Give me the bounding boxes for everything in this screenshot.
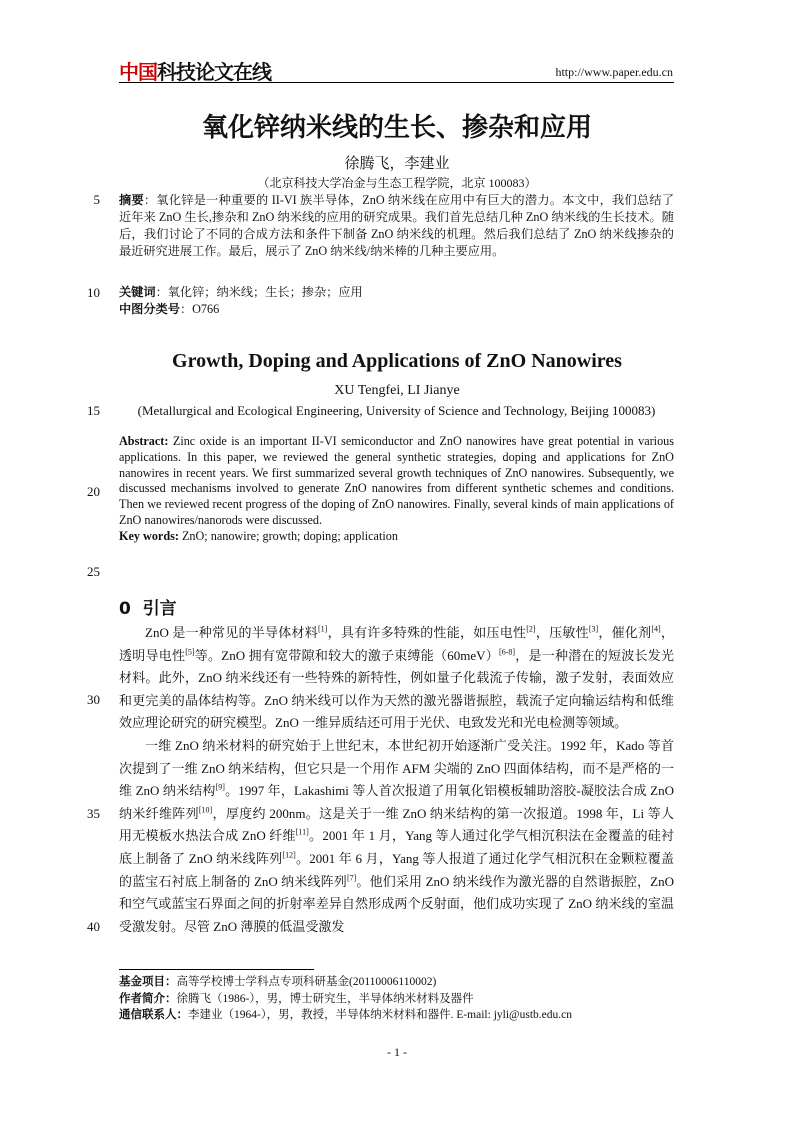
author-bio-label: 作者简介： xyxy=(119,990,177,1005)
citation[interactable]: [11] xyxy=(295,828,309,838)
line-number: 40 xyxy=(87,919,100,934)
authors-zh: 徐腾飞，李建业 xyxy=(344,156,450,172)
header-url[interactable]: http://www.paper.edu.cn xyxy=(555,65,673,79)
citation[interactable]: [3] xyxy=(588,624,599,634)
classification-zh xyxy=(119,301,674,318)
keywords-zh-text: ：氧化锌；纳米线；生长；掺杂；应用 xyxy=(155,285,363,299)
paragraph: ZnO 是一种常见的半导体材料[1]，具有许多特殊的性能，如压电性[2]，压敏性[3]，催化剂[4]，透明导电性[5]等。ZnO 拥有宽带隙和较大的激子束缚能（60meV）[6-8]，是一种潜在的短波长发光材料。此外，ZnO 纳米线还有一些特殊的新特性，例如量子化载流子传输，激子发射，表面效应和更完美的晶体结构等。ZnO 纳米线可以作为天然的激光器谐振腔，载流子定向输运结构和低维效应理论研究的研究模型。ZnO 一维异质结还可用于光伏、电致发光和光电检测等领域。 xyxy=(119,624,674,731)
citation[interactable]: [9] xyxy=(215,782,225,792)
abstract-zh-label: 摘要 xyxy=(119,193,144,207)
classification-zh-label: 中图分类号 xyxy=(119,302,180,316)
fund-text: 高等学校博士学科点专项科研基金(20110006110002) xyxy=(176,976,437,988)
abstract-en xyxy=(119,434,674,545)
citation[interactable]: [4] xyxy=(651,624,661,634)
paragraph: 一维 ZnO 纳米材料的研究始于上世纪末，本世纪初开始逐渐广受关注。1992 年，Kado 等首次提到了一维 ZnO 纳米结构，但它只是一个用作 AFM 尖端的 ZnO 四面体结构，而不是严格的一维 ZnO 纳米结构[9]。1997 年，Lakashimi 等人首次报道了用氧化铝模板辅助溶胶-凝胶法合成 ZnO 纳米纤维阵列[10]，厚度约 200nm。这是关于一维 ZnO 纳米结构的第一次报道。1998 年，Li 等人用无模板水热法合成 ZnO 纤维[11]。2001 年 1 月，Yang 等人通过化学气相沉积法在金覆盖的硅衬底上制备了 ZnO 纳米线阵列[12]。2001 年 6 月，Yang 等人报道了通过化学气相沉积在金颗粒覆盖的蓝宝石衬底上制备的 ZnO 纳米线阵列[7]。他们采用 ZnO 纳米线作为激光器的自然谐振腔，ZnO 和空气或蓝宝石界面之间的折射率差异自然形成两个反射面，他们成功实现了 ZnO 纳米线的室温受激发射。尽管 ZnO 薄膜的低温受激发 xyxy=(119,737,674,934)
section-heading xyxy=(119,594,177,619)
citation[interactable]: [1] xyxy=(318,624,328,634)
line-number: 10 xyxy=(87,285,100,300)
keywords-zh xyxy=(119,284,674,301)
affiliation-en: (Metallurgical and Ecological Engineering, University of Science and Technology, Beijing 100083) xyxy=(137,403,656,418)
citation[interactable]: [7] xyxy=(346,873,357,883)
classification-zh-text: ：O766 xyxy=(179,302,220,316)
citation[interactable]: [10] xyxy=(198,805,213,815)
author-bio-text: 徐腾飞（1986-），男，博士研究生，半导体纳米材料及器件 xyxy=(176,992,474,1005)
line-number: 20 xyxy=(87,484,100,499)
fund-label: 基金项目： xyxy=(119,974,177,988)
line-number: 5 xyxy=(93,192,100,207)
authors-en: XU Tengfei, LI Jianye xyxy=(334,383,460,398)
body-text xyxy=(119,622,674,938)
affiliation-zh: （北京科技大学冶金与生态工程学院，北京 100083） xyxy=(257,176,537,190)
abstract-zh xyxy=(119,192,674,260)
paper-title-en: Growth, Doping and Applications of ZnO Nanowires xyxy=(172,350,622,372)
line-number: 35 xyxy=(87,806,100,821)
contact-label: 通信联系人： xyxy=(119,1007,188,1021)
footnote-rule xyxy=(119,969,314,970)
citation[interactable]: [12] xyxy=(282,850,296,860)
citation[interactable]: [5] xyxy=(185,647,195,657)
abstract-zh-text: ：氧化锌是一种重要的 II-VI 族半导体，ZnO 纳米线在应用中有巨大的潜力。本文中，我们总结了近年来 ZnO 生长,掺杂和 ZnO 纳米线的应用的研究成果。我们首先总结几种 ZnO 纳米线的生长技术。随后，我们讨论了不同的合成方法和条件下制备 ZnO 纳米线的机理。然后我们总结了 ZnO 纳米线掺杂的最近研究进展工作。最后，展示了 ZnO 纳米线/纳米棒的几种主要应用。 xyxy=(119,193,675,258)
line-number: 25 xyxy=(87,564,100,579)
paper-title-zh: 氧化锌纳米线的生长、掺杂和应用 xyxy=(201,113,592,143)
citation[interactable]: [2] xyxy=(526,624,536,634)
abstract-en-label: Abstract: xyxy=(119,434,169,448)
contact-text: 李建业（1964-），男，教授，半导体纳米材料和器件. E-mail: jyli@ustb.edu.cn xyxy=(188,1009,572,1021)
header-rule xyxy=(119,82,674,83)
abstract-en-text: Zinc oxide is an important II-VI semiconductor and ZnO nanowires have great potential in various applications. In this paper, we reviewed the general synthetic strategies, doping and applications for ZnO nanowires in recent years. We first summarized several growth techniques of ZnO nanowires. Subsequently, we discussed mechanisms involved to generate ZnO nanowires from different synthetic schemes and conditions. Then we reviewed recent progress of the doping of ZnO nanowires. Finally, several kinds of main applications of ZnO nanowires/nanorods were discussed. xyxy=(119,434,674,527)
keywords-zh-label: 关键词 xyxy=(119,285,156,299)
page-number: - 1 - xyxy=(387,1045,407,1059)
citation[interactable]: [6-8] xyxy=(499,647,516,657)
line-number: 30 xyxy=(87,692,100,707)
footnotes xyxy=(119,974,679,1024)
line-number: 15 xyxy=(87,403,100,418)
keywords-en-label: Key words: xyxy=(119,528,179,543)
keywords-en-text: ZnO; nanowire; growth; doping; application xyxy=(178,528,398,543)
site-logo: 中国科技论文在线 xyxy=(119,60,271,84)
section-number: 0 xyxy=(119,599,131,619)
section-title: 引言 xyxy=(142,599,177,619)
